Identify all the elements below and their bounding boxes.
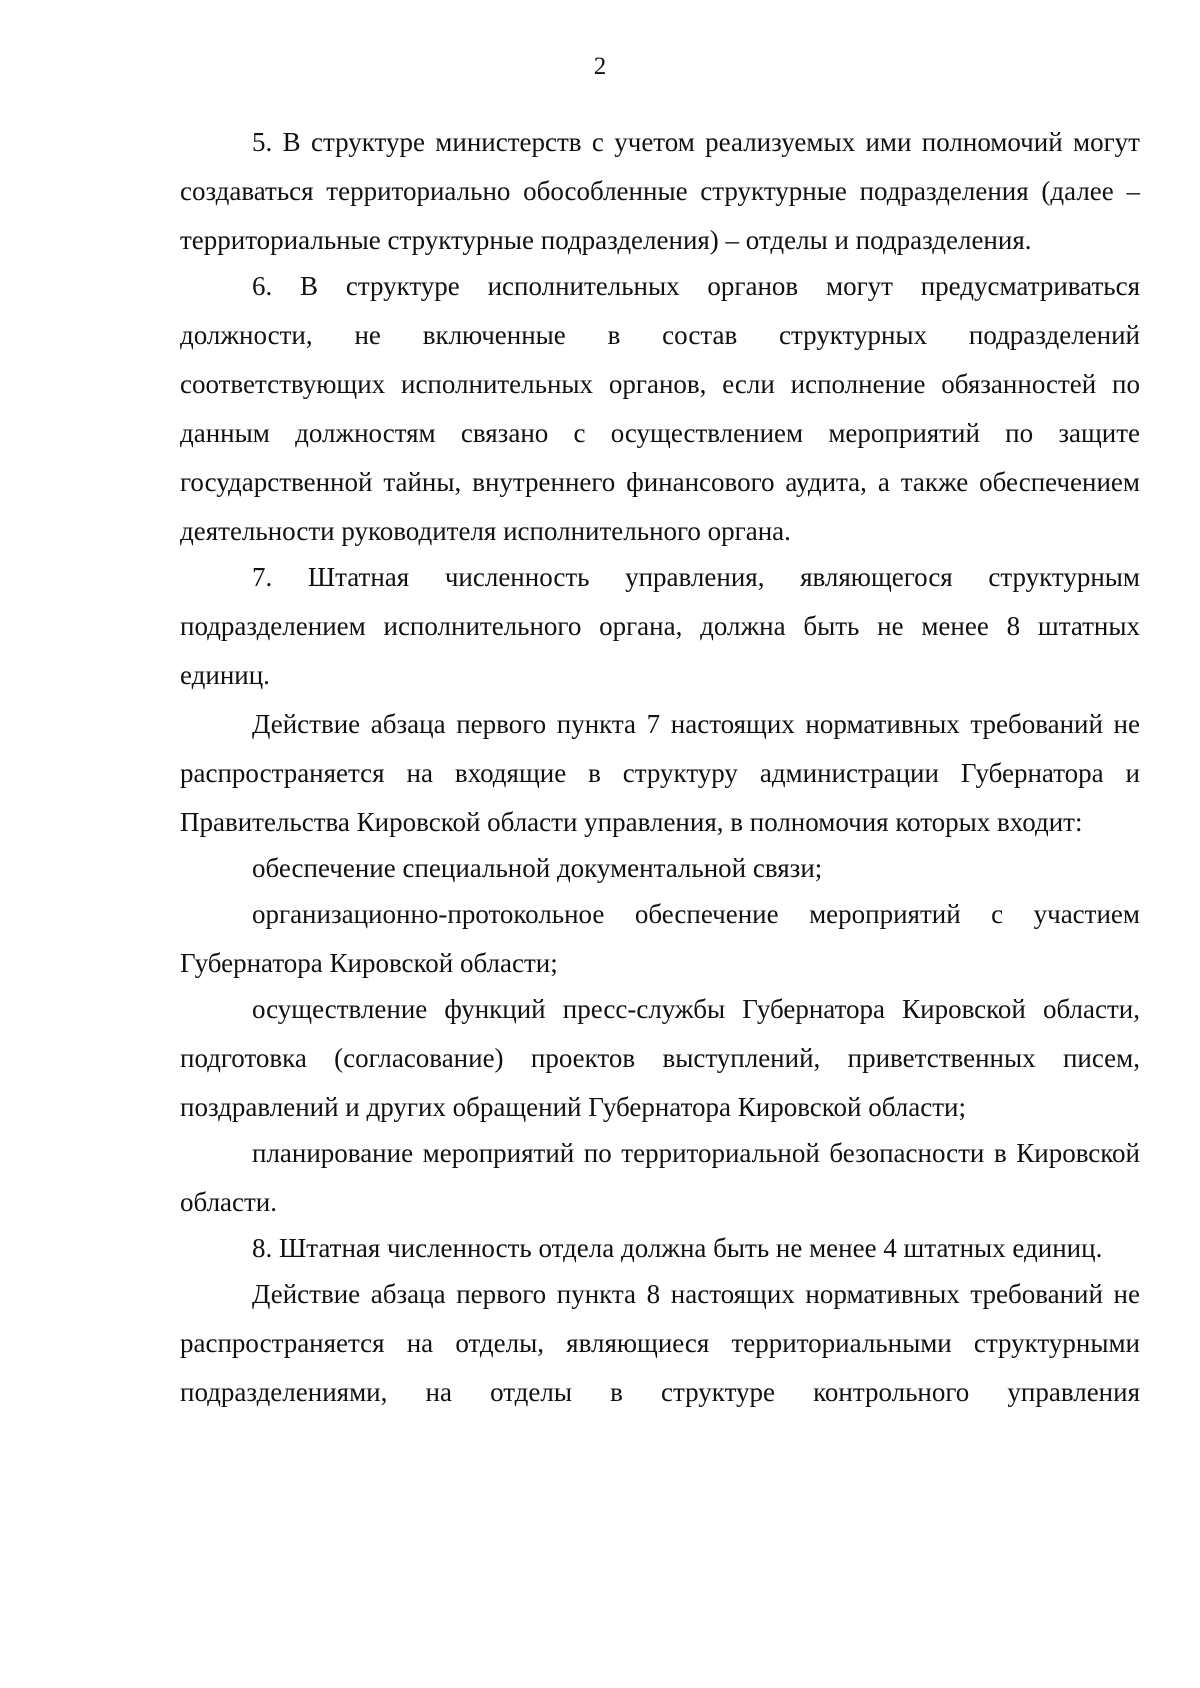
paragraph-7: 7. Штатная численность управления, являющегося структурным подразделением исполнительного органа, должна быть не менее 8 штатных единиц.: [180, 562, 1140, 690]
paragraph-5: 5. В структуре министерств с учетом реализуемых ими полномочий могут создаваться территориально обособленные структурные подразделения (далее – территориальные структурные подразделения) – отделы и подразделения.: [180, 127, 1140, 255]
list-item-communication: обеспечение специальной документальной связи;: [252, 853, 823, 883]
list-item-press-service: осуществление функций пресс-службы Губернатора Кировской области, подготовка (согласование) проектов выступлений, приветственных писем, поздравлений и других обращений Губернатора Кировской области;: [180, 994, 1140, 1122]
paragraph-7-exception: Действие абзаца первого пункта 7 настоящих нормативных требований не распространяется на входящие в структуру администрации Губернатора и Правительства Кировской области управления, в полномочия которых входит:: [180, 709, 1140, 837]
paragraph-8-exception: Действие абзаца первого пункта 8 настоящих нормативных требований не распространяется на отделы, являющиеся территориальными структурными подразделениями, на отделы в структуре контрольного управления: [180, 1279, 1140, 1407]
list-item-protocol: организационно-протокольное обеспечение мероприятий с участием Губернатора Кировской области;: [180, 899, 1140, 978]
document-body: [180, 118, 1140, 1417]
page-number: 2: [593, 53, 607, 80]
paragraph-8: 8. Штатная численность отдела должна быть не менее 4 штатных единиц.: [252, 1233, 1103, 1263]
list-item-security-planning: планирование мероприятий по территориальной безопасности в Кировской области.: [180, 1138, 1140, 1217]
paragraph-6: 6. В структуре исполнительных органов могут предусматриваться должности, не включенные в состав структурных подразделений соответствующих исполнительных органов, если исполнение обязанностей по данным должностям связано с осуществлением мероприятий по защите государственной тайны, внутреннего финансового аудита, а также обеспечением деятельности руководителя исполнительного органа.: [180, 271, 1140, 546]
